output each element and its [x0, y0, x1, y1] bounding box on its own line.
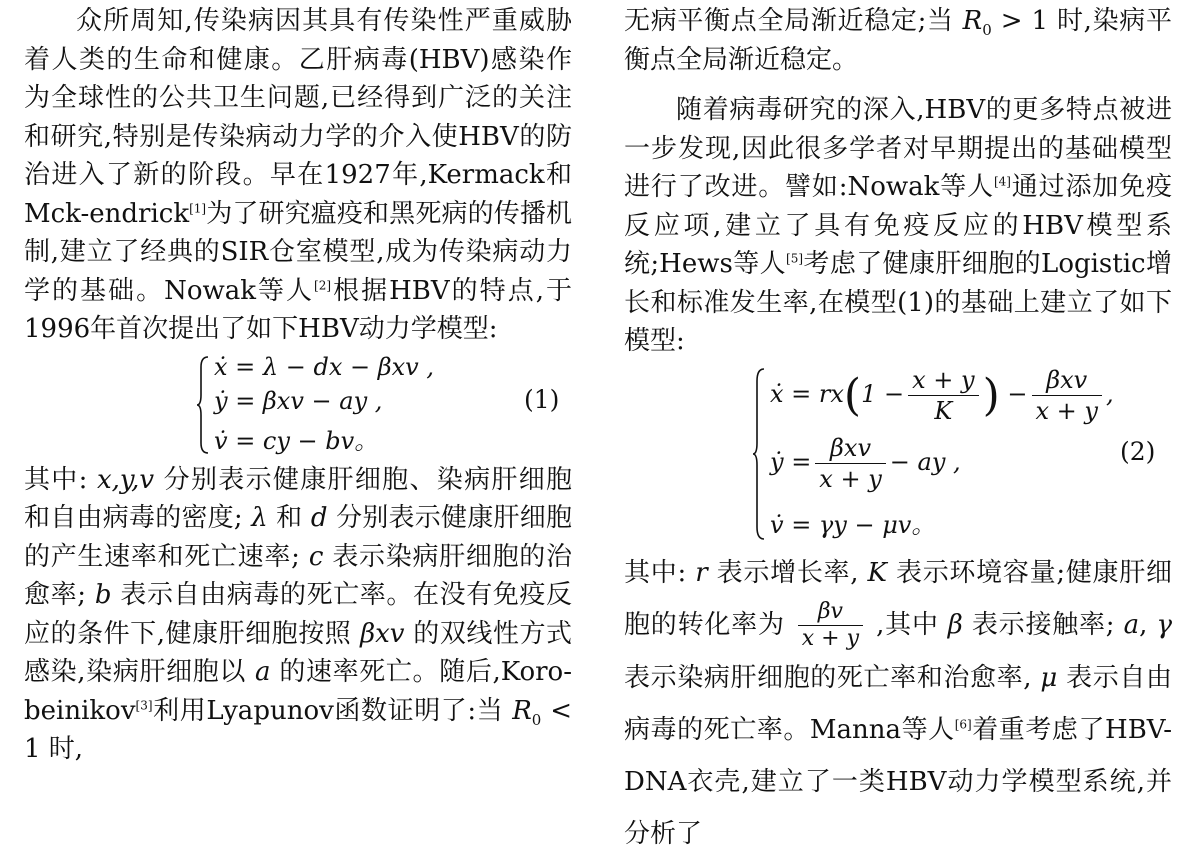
right-column	[624, 2, 1172, 860]
param-text-6: ,	[1139, 609, 1157, 640]
var-text-2: 分别表示健康肝细胞、染病肝细胞和自由病毒的密度;	[24, 464, 573, 533]
eq2-frac-2-den: x + y	[1035, 396, 1098, 425]
param-text-4: ,其中	[867, 609, 948, 640]
eq2-l2-lhs: ẏ =	[770, 447, 812, 476]
param-text-5: 表示接触率;	[962, 609, 1124, 640]
param-frac-den: x + y	[801, 626, 860, 651]
eq2-frac-3-den: x + y	[819, 464, 882, 493]
intro-text-3: 根据HBV的特点,于1996年首次提出了如下HBV动力学模型:	[24, 275, 572, 344]
var-text-7: 的双线性方式感染,染病肝细胞以	[24, 618, 573, 687]
equation-1-line-3: v̇ = cy − bv。	[214, 426, 379, 455]
left-brace-icon	[196, 355, 210, 455]
var-xyv: x,y,v	[96, 464, 155, 495]
left-column	[24, 2, 572, 769]
param-inline-frac	[798, 599, 863, 652]
intro-paragraph	[24, 2, 572, 349]
citation-4: [4]	[993, 174, 1011, 189]
var-bxv: βxv	[360, 618, 405, 649]
stability-paragraph	[624, 2, 1172, 79]
variables-paragraph	[24, 461, 572, 769]
improvement-paragraph	[624, 91, 1172, 361]
var-text-6: 表示自由病毒的死亡率。在没有免疫反应的条件下,健康肝细胞按照	[24, 580, 573, 649]
var-a: a	[254, 657, 271, 687]
param-beta: β	[947, 609, 963, 640]
var-text-3: 和	[267, 503, 311, 533]
var-lambda: λ	[251, 503, 268, 533]
eq2-frac-2	[1032, 365, 1102, 426]
var-text-8: 的速率死亡。随后,Koro-beinikov	[24, 657, 572, 726]
equation-1-line-2: ẏ = βxv − ay ,	[214, 386, 383, 415]
citation-6: [6]	[954, 717, 972, 732]
parameters-paragraph	[624, 547, 1172, 861]
impr-text-1: 随着病毒研究的深入,HBV的更多特点被进一步发现,因此很多学者对早期提出的基础模型进行了改进。譬如:Nowak等人	[624, 95, 1172, 202]
citation-1: [1]	[189, 200, 207, 215]
param-gamma: γ	[1156, 609, 1173, 640]
eq2-frac-1-num: x + y	[908, 365, 978, 396]
equation-2-number: (2)	[1120, 436, 1156, 466]
eq2-l2-rest: − ay ,	[889, 447, 961, 476]
eq2-l1-minus: −	[1007, 379, 1028, 408]
eq2-frac-3	[815, 433, 885, 494]
param-mu: μ	[1040, 663, 1058, 693]
impr-text-3: 考虑了健康肝细胞的Logistic增长和标准发生率,在模型(1)的基础上建立了如下模型:	[624, 249, 1173, 356]
param-a: a	[1123, 609, 1140, 640]
citation-3: [3]	[135, 697, 153, 712]
var-text-9: 利用Lyapunov函数证明了:当	[152, 695, 513, 726]
param-text-2: 表示增长率,	[707, 557, 868, 588]
var-R: R	[512, 695, 532, 726]
param-text-3: 表示环境容量;健康肝细胞的转化率为	[624, 557, 1173, 640]
param-text-8: 表示自由病毒的死亡率。Manna等人	[624, 663, 1173, 745]
var-b: b	[94, 580, 112, 610]
param-r: r	[695, 557, 708, 588]
eq2-l1-one-minus: 1 −	[861, 379, 905, 408]
param-text-1: 其中:	[624, 557, 696, 588]
eq2-frac-3-num: βxv	[815, 433, 885, 464]
param-text-9: 着重考虑了HBV-DNA衣壳,建立了一类HBV动力学模型系统,并分析了	[624, 715, 1172, 849]
equation-2-line-1: ẋ = rx(1 − $\frac{x + y}{K}$ ) − $\frac{\text{βxv}}{x + y}$ ,	[770, 365, 1114, 425]
stab-R: R	[962, 6, 983, 36]
eq2-frac-1	[908, 365, 978, 426]
left-brace-icon	[752, 367, 766, 541]
eq2-frac-2-num: βxv	[1032, 365, 1102, 396]
equation-2-line-3: v̇ = γy − μv。	[770, 510, 936, 539]
equation-2	[624, 361, 1172, 547]
var-text-10: < 1 时,	[24, 695, 572, 764]
param-text-7: 表示染病肝细胞的死亡率和治愈率,	[624, 663, 1041, 693]
intro-text-1: 众所周知,传染病因其具有传染性严重威胁着人类的生命和健康。乙肝病毒(HBV)感染作为全球性的公共卫生问题,已经得到广泛的关注和研究,特别是传染病动力学的介入使HBV的防治进入了新的阶段。早在1927年,Kermack和Mck-endrick	[24, 6, 572, 229]
stab-text-1: 无病平衡点全局渐近稳定;当	[624, 6, 963, 36]
var-R-subscript: 0	[531, 710, 542, 729]
stab-text-2: > 1 时,染病平衡点全局渐近稳定。	[624, 6, 1173, 75]
param-frac-num: βv	[798, 599, 863, 626]
var-text-4: 分别表示健康肝细胞的产生速率和死亡速率;	[24, 503, 572, 572]
intro-text-2: 为了研究瘟疫和黑死病的传播机制,建立了经典的SIR仓室模型,成为传染病动力学的基础。Nowak等人	[24, 198, 572, 306]
citation-2: [2]	[314, 277, 332, 292]
impr-text-2: 通过添加免疫反应项,建立了具有免疫反应的HBV模型系统;Hews等人	[624, 172, 1172, 279]
var-c: c	[308, 541, 324, 572]
citation-5: [5]	[786, 251, 804, 266]
eq2-l1-comma: ,	[1105, 379, 1114, 408]
equation-1-line-1: ẋ = λ − dx − βxv ,	[214, 352, 434, 381]
var-d: d	[310, 503, 328, 533]
var-text-1: 其中:	[24, 464, 97, 495]
eq2-frac-1-den: K	[934, 396, 953, 425]
eq2-l1-lhs: ẋ = rx	[770, 379, 844, 408]
param-K: K	[867, 557, 887, 588]
equation-2-line-2	[770, 433, 961, 494]
stab-R-subscript: 0	[982, 21, 992, 40]
equation-1	[24, 349, 572, 461]
var-text-5: 表示染病肝细胞的治愈率;	[24, 541, 573, 610]
equation-1-number: (1)	[524, 384, 560, 414]
